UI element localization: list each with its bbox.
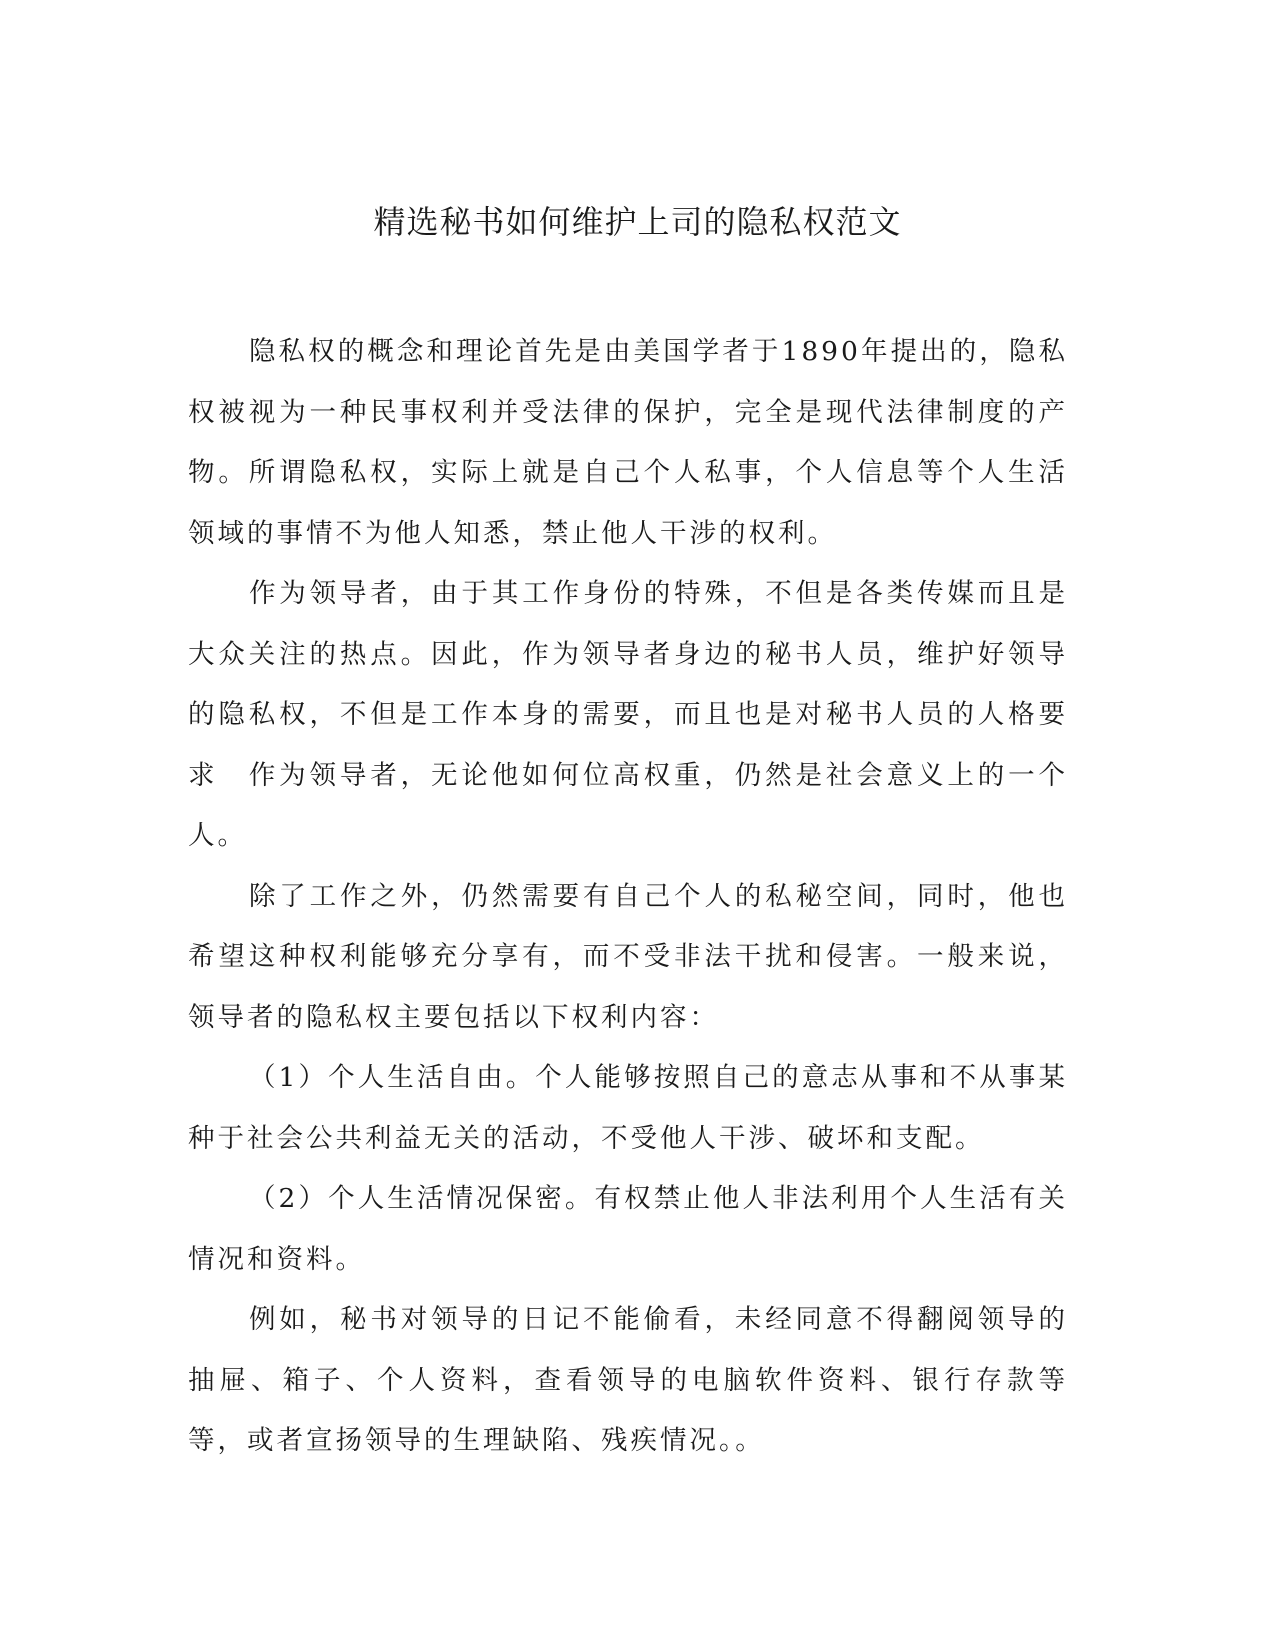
document-title: 精选秘书如何维护上司的隐私权范文 xyxy=(373,203,902,241)
paragraph-item-2: （2）个人生活情况保密。有权禁止他人非法利用个人生活有关情况和资料。 xyxy=(188,1183,1068,1275)
paragraph-example: 例如，秘书对领导的日记不能偷看，未经同意不得翻阅领导的抽屉、箱子、个人资料，查看领导的电脑软件资料、银行存款等等，或者宣扬领导的生理缺陷、残疾情况。。 xyxy=(188,1304,1068,1456)
paragraph-privacy-definition: 隐私权的概念和理论首先是由美国学者于1890年提出的，隐私权被视为一种民事权利并受法律的保护，完全是现代法律制度的产物。所谓隐私权，实际上就是自己个人私事，个人信息等个人生活领域的事情不为他人知悉，禁止他人干涉的权利。 xyxy=(188,336,1068,549)
paragraph-leader-status: 作为领导者，由于其工作身份的特殊，不但是各类传媒而且是大众关注的热点。因此，作为领导者身边的秘书人员，维护好领导的隐私权，不但是工作本身的需要，而且也是对秘书人员的人格要求 作为领导者，无论他如何位高权重，仍然是社会意义上的一个人。 xyxy=(188,578,1068,851)
document-body xyxy=(188,322,1068,1472)
paragraph-private-space: 除了工作之外，仍然需要有自己个人的私秘空间，同时，他也希望这种权利能够充分享有，而不受非法干扰和侵害。一般来说，领导者的隐私权主要包括以下权利内容： xyxy=(188,880,1068,1033)
paragraph-item-1: （1）个人生活自由。个人能够按照自己的意志从事和不从事某种于社会公共利益无关的活动，不受他人干涉、破坏和支配。 xyxy=(188,1062,1068,1154)
